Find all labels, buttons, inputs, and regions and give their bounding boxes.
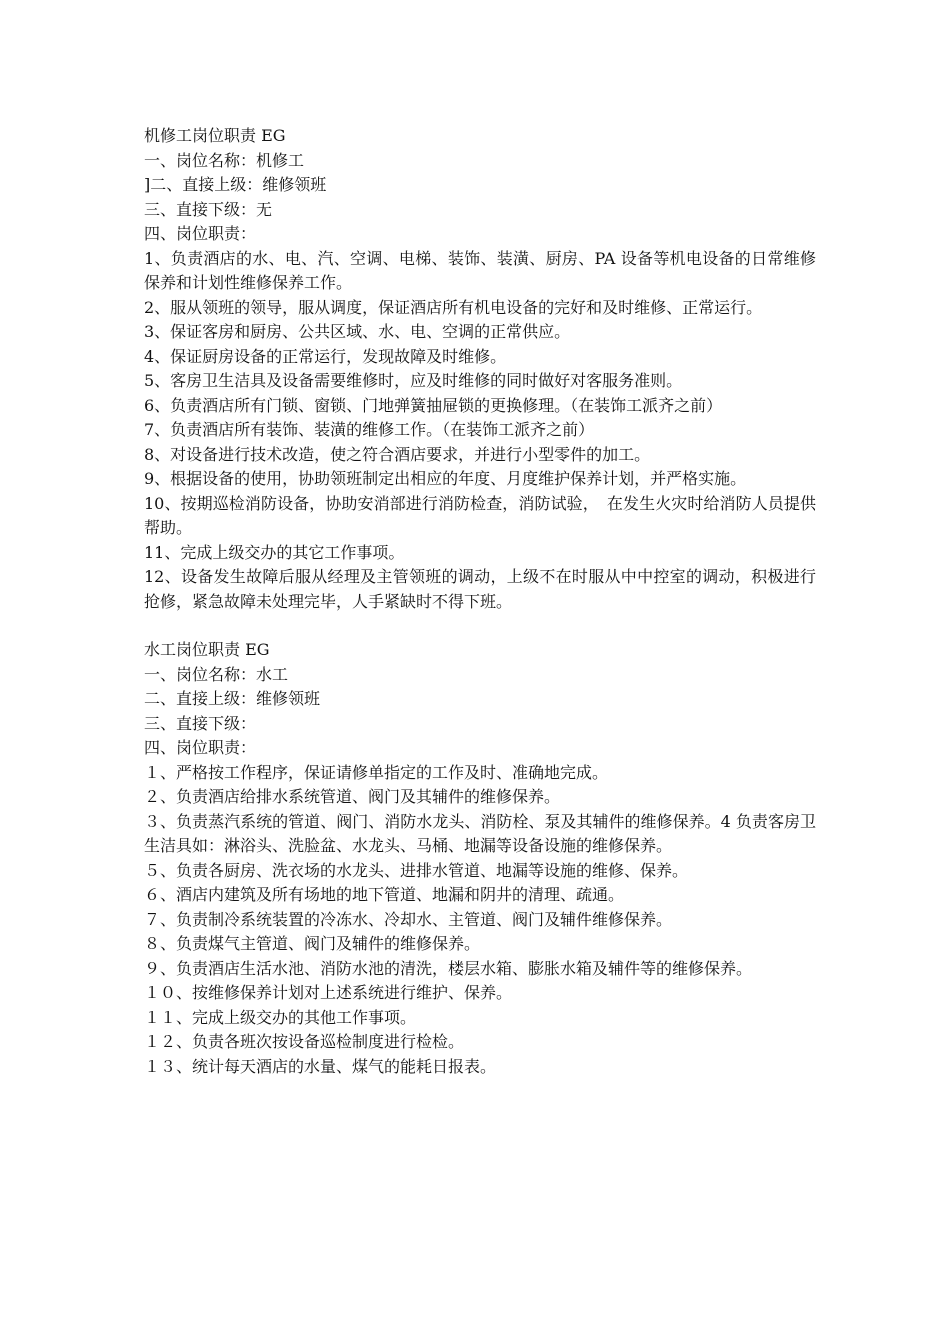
position-name: 一、岗位名称：机修工 (144, 150, 305, 170)
duty-item: 9、根据设备的使用，协助领班制定出相应的年度、月度维护保养计划，并严格实施。 (144, 469, 747, 488)
duty-item: ８、负责煤气主管道、阀门及辅件的维修保养。 (144, 934, 481, 953)
direct-subordinate: 三、直接下级： (144, 713, 257, 733)
duties-heading: 四、岗位职责： (144, 224, 257, 243)
direct-superior: 二、直接上级：维修领班 (144, 689, 321, 708)
duty-item: ３、负责蒸汽系统的管道、阀门、消防水龙头、消防栓、泵及其辅件的维修保养。4 负责客房卫生洁具如：淋浴头、洗脸盆、水龙头、马桶、地漏等设备设施的维修保养。 (144, 811, 816, 855)
duty-item: 7、负责酒店所有装饰、装潢的维修工作。（在装饰工派齐之前） (144, 420, 595, 439)
duty-item: 1、负责酒店的水、电、汽、空调、电梯、装饰、装潢、厨房、PA 设备等机电设备的日常维修保养和计划性维修保养工作。 (144, 248, 816, 292)
duty-item: １０、按维修保养计划对上述系统进行维护、保养。 (144, 983, 513, 1002)
duty-item: ５、负责各厨房、洗衣场的水龙头、进排水管道、地漏等设施的维修、保养。 (144, 860, 689, 880)
duty-item: １１、完成上级交办的其他工作事项。 (144, 1007, 417, 1027)
duty-item: １２、负责各班次按设备巡检制度进行检检。 (144, 1032, 465, 1051)
section-title: 水工岗位职责 EG (144, 640, 270, 659)
duty-item: 6、负责酒店所有门锁、窗锁、门地弹簧抽屉锁的更换修理。（在装饰工派齐之前） (144, 395, 723, 415)
section-title: 机修工岗位职责 EG (144, 126, 286, 145)
duty-item: 5、客房卫生洁具及设备需要维修时，应及时维修的同时做好对客服务准则。 (144, 371, 683, 390)
duty-item: 10、按期巡检消防设备，协助安消部进行消防检查，消防试验， 在发生火灾时给消防人员提供帮助。 (144, 493, 816, 537)
duty-item: 12、设备发生故障后服从经理及主管领班的调动，上级不在时服从中中控室的调动，积极进行抢修，紧急故障未处理完毕，人手紧缺时不得下班。 (144, 567, 816, 611)
direct-subordinate: 三、直接下级：无 (144, 199, 273, 219)
section-spacer (144, 614, 816, 638)
direct-superior: ]二、直接上级：维修领班 (144, 175, 327, 194)
document-page (144, 124, 816, 1079)
duty-item: 11、完成上级交办的其它工作事项。 (144, 542, 405, 562)
position-name: 一、岗位名称：水工 (144, 664, 289, 684)
duty-item: 3、保证客房和厨房、公共区域、水、电、空调的正常供应。 (144, 322, 571, 341)
duties-heading: 四、岗位职责： (144, 738, 257, 757)
duty-item: ７、负责制冷系统装置的冷冻水、冷却水、主管道、阀门及辅件维修保养。 (144, 909, 673, 929)
duty-item: １３、统计每天酒店的水量、煤气的能耗日报表。 (144, 1056, 497, 1076)
duty-item: ６、酒店内建筑及所有场地的地下管道、地漏和阴井的清理、疏通。 (144, 885, 625, 904)
duty-item: 4、保证厨房设备的正常运行，发现故障及时维修。 (144, 346, 507, 366)
duty-item: 8、对设备进行技术改造，使之符合酒店要求，并进行小型零件的加工。 (144, 444, 651, 464)
duty-item: ９、负责酒店生活水池、消防水池的清洗，楼层水箱、膨胀水箱及辅件等的维修保养。 (144, 958, 753, 978)
duty-item: ２、负责酒店给排水系统管道、阀门及其辅件的维修保养。 (144, 787, 561, 806)
duty-item: 2、服从领班的领导，服从调度，保证酒店所有机电设备的完好和及时维修、正常运行。 (144, 297, 763, 317)
duty-item: １、严格按工作程序，保证请修单指定的工作及时、准确地完成。 (144, 762, 609, 782)
